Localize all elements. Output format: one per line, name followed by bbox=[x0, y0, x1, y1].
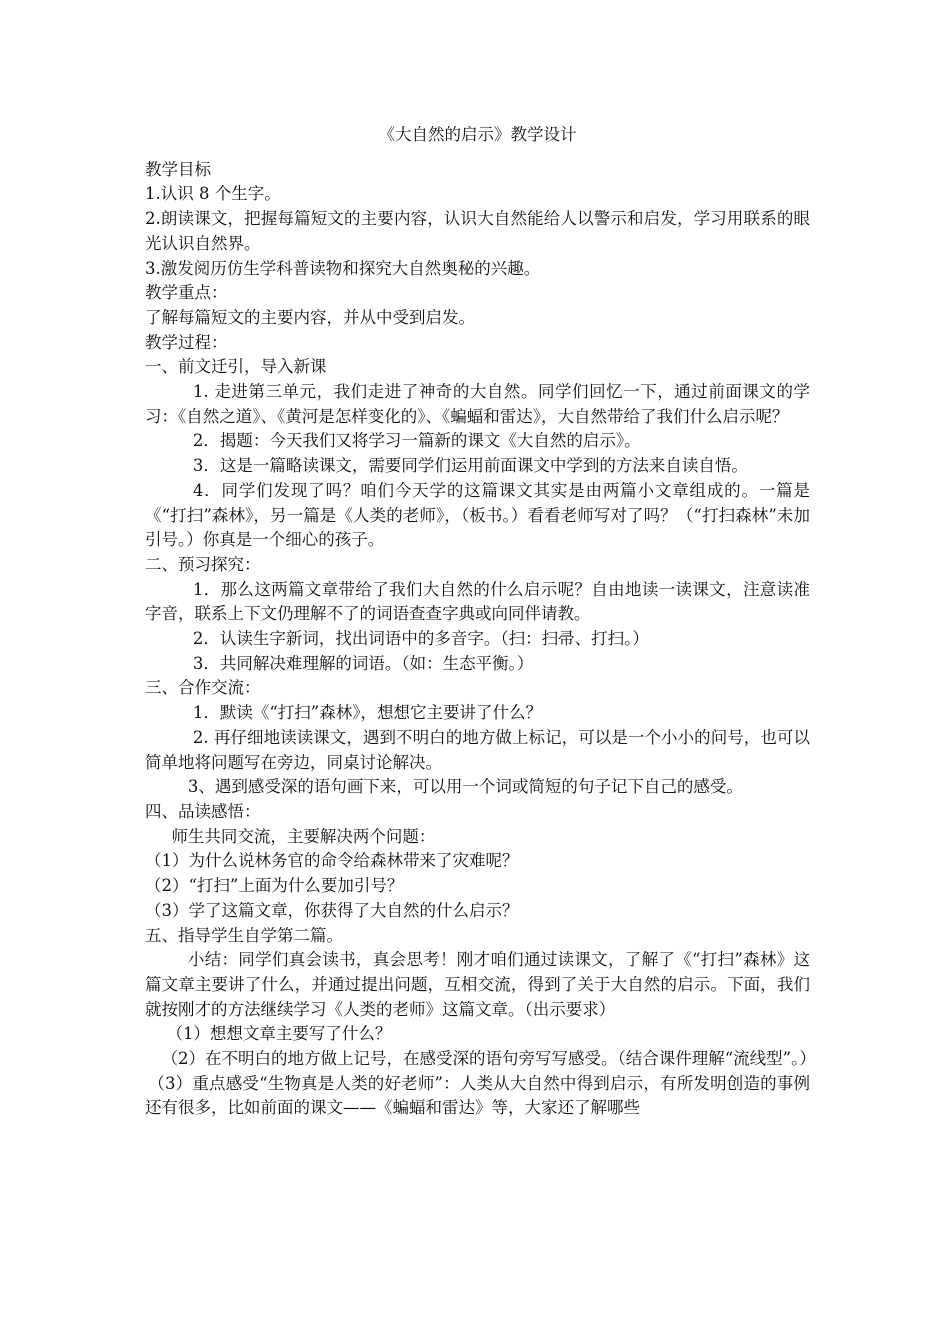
document-paragraph: （3）学了这篇文章，你获得了大自然的什么启示？ bbox=[145, 900, 519, 920]
document-paragraph: （1）为什么说林务官的命令给森林带来了灾难呢？ bbox=[145, 851, 519, 871]
document-paragraph: 1. 走进第三单元，我们走进了神奇的大自然。同学们回忆一下，通过前面课文的学习：《自然之道》、《黄河是怎样变化的》、《蝙蝠和雷达》，大自然带给了我们什么启示呢？ bbox=[145, 382, 810, 426]
document-paragraph: 3.激发阅历仿生学科普读物和探究大自然奥秘的兴趣。 bbox=[145, 258, 541, 278]
document-paragraph: （2）在不明白的地方做上记号，在感受深的语句旁写写感受。（结合课件理解“流线型”。） bbox=[161, 1049, 816, 1069]
document-paragraph: 2. 再仔细地读读课文，遇到不明白的地方做上标记，可以是一个小小的问号，也可以简单地将问题写在旁边，同桌讨论解决。 bbox=[145, 727, 810, 772]
document-paragraph: （3）重点感受“生物真是人类的好老师”：人类从大自然中得到启示，有所发明创造的事例还有很多，比如前面的课文——《蝙蝠和雷达》等，大家还了解哪些 bbox=[145, 1073, 810, 1118]
document-paragraph: （2）“打扫”上面为什么要加引号？ bbox=[145, 876, 404, 896]
document-paragraph: 了解每篇短文的主要内容，并从中受到启发。 bbox=[145, 307, 475, 327]
document-paragraph: 2．认读生字新词，找出词语中的多音字。（扫：扫帚、打扫。） bbox=[192, 629, 649, 649]
document-paragraph: 3．这是一篇略读课文，需要同学们运用前面课文中学到的方法来自读自悟。 bbox=[192, 456, 748, 476]
document-paragraph: 师生共同交流，主要解决两个问题： bbox=[171, 826, 436, 846]
document-paragraph: 教学目标 bbox=[145, 159, 211, 179]
document-paragraph: 3、遇到感受深的语句画下来，可以用一个词或简短的句子记下自己的感受。 bbox=[187, 777, 743, 797]
document-paragraph: 1．默读《“打扫”森林》，想想它主要讲了什么？ bbox=[192, 703, 542, 723]
document-paragraph: 教学重点： bbox=[145, 283, 228, 303]
document-page bbox=[145, 123, 816, 1121]
document-body bbox=[145, 158, 816, 1121]
document-paragraph: 一、前文迁引，导入新课 bbox=[145, 357, 327, 377]
document-paragraph: 3．共同解决难理解的词语。（如：生态平衡。） bbox=[192, 653, 534, 673]
document-paragraph: （1）想想文章主要写了什么？ bbox=[166, 1024, 392, 1044]
document-paragraph: 三、合作交流： bbox=[145, 678, 261, 698]
document-paragraph: 小结：同学们真会读书，真会思考！刚才咱们通过读课文，了解了《“打扫”森林》这篇文章主要讲了什么，并通过提出问题，互相交流，得到了关于大自然的启示。下面，我们就按刚才的方法继续学习《人类的老师》这篇文章。（出示要求） bbox=[145, 950, 810, 1019]
document-paragraph: 2.朗读课文，把握每篇短文的主要内容，认识大自然能给人以警示和启发，学习用联系的眼光认识自然界。 bbox=[145, 209, 810, 253]
document-paragraph: 1.认识 8 个生字。 bbox=[145, 184, 281, 204]
document-paragraph: 1．那么这两篇文章带给了我们大自然的什么启示呢？自由地读一读课文，注意读准字音，联系上下文仍理解不了的词语查查字典或向同伴请教。 bbox=[145, 579, 810, 624]
document-paragraph: 二、预习探究： bbox=[145, 554, 261, 574]
document-title: 《大自然的启示》教学设计 bbox=[378, 125, 577, 144]
document-paragraph: 4．同学们发现了吗？咱们今天学的这篇课文其实是由两篇小文章组成的。一篇是《“打扫”森林》，另一篇是《人类的老师》，（板书。）看看老师写对了吗？（“打扫森林”未加引号。）你真是一个细心的孩子。 bbox=[145, 480, 810, 550]
document-paragraph: 教学过程： bbox=[145, 332, 228, 352]
document-paragraph: 四、品读感悟： bbox=[145, 801, 261, 821]
document-paragraph: 2．揭题：今天我们又将学习一篇新的课文《大自然的启示》。 bbox=[192, 431, 641, 451]
document-paragraph: 五、指导学生自学第二篇。 bbox=[145, 925, 343, 945]
